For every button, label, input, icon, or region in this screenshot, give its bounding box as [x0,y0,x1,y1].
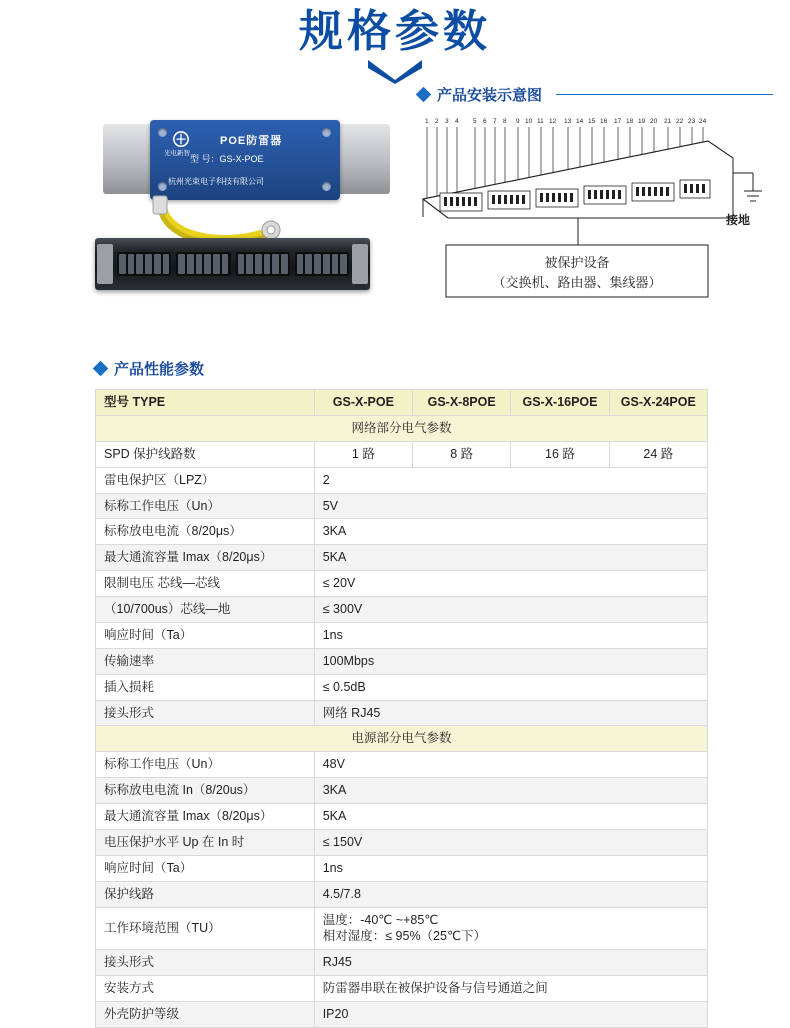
install-diagram-section [418,84,773,353]
table-row [96,493,708,519]
table-row [96,976,708,1002]
params-section-heading [95,358,708,379]
row-label: 保护线路 [96,881,315,907]
row-value: 2 [314,467,707,493]
title-arrow-icon [0,58,790,84]
svg-text:2: 2 [435,118,439,125]
table-row-spd-lines [96,441,708,467]
header-model-3: GS-X-24POE [609,390,707,416]
row-label: 雷电保护区（LPZ） [96,467,315,493]
table-row [96,881,708,907]
table-row [96,855,708,881]
row-value: ≤ 150V [314,829,707,855]
svg-text:24: 24 [699,118,707,125]
product-photo [95,100,405,315]
table-row [96,545,708,571]
table-row [96,467,708,493]
row-label: 标称放电电流 In（8/20us） [96,778,315,804]
row-value: ≤ 20V [314,571,707,597]
row-value: IP20 [314,1002,707,1028]
row-value: 100Mbps [314,648,707,674]
row-value: 网络 RJ45 [314,700,707,726]
ground-label: 接地 [726,213,751,227]
table-row [96,571,708,597]
row-value: 5KA [314,804,707,830]
install-diagram [418,113,773,353]
spd-lines-value-3: 24 路 [609,441,707,467]
header-type-label: 型号 TYPE [96,390,315,416]
svg-text:13: 13 [564,118,572,125]
svg-text:7: 7 [493,118,497,125]
svg-text:8: 8 [503,118,507,125]
power-group-title: 电源部分电气参数 [96,726,708,752]
model-value-text: GS-X-POE [219,154,264,164]
params-section-title: 产品性能参数 [114,361,205,378]
row-value: RJ45 [314,950,707,976]
params-section [95,358,708,1028]
table-row [96,700,708,726]
diamond-bullet-icon [416,87,432,103]
row-label: 响应时间（Ta） [96,855,315,881]
svg-text:1: 1 [425,118,429,125]
poe-surge-protector-device [150,120,340,200]
table-row [96,519,708,545]
heading-rule [556,94,773,95]
install-section-title: 产品安装示意图 [437,87,543,104]
patch-panel-photo [95,238,370,290]
header-model-0: GS-X-POE [314,390,412,416]
row-label: 安装方式 [96,976,315,1002]
svg-text:9: 9 [516,118,520,125]
row-label: （10/700us）芯线—地 [96,597,315,623]
table-row [96,950,708,976]
row-label: 接头形式 [96,950,315,976]
header-model-1: GS-X-8POE [413,390,511,416]
row-label: 插入损耗 [96,674,315,700]
row-value: 1ns [314,622,707,648]
row-label: 接头形式 [96,700,315,726]
diagram-port-numbers [425,118,707,125]
svg-text:4: 4 [455,118,459,125]
row-label: 传输速率 [96,648,315,674]
row-value: ≤ 300V [314,597,707,623]
diamond-bullet-icon-2 [93,361,109,377]
device-brand-text: 光电新智 [164,150,190,157]
svg-text:17: 17 [614,118,622,125]
svg-text:15: 15 [588,118,596,125]
row-value: 1ns [314,855,707,881]
parameters-table [95,389,708,1028]
table-header-row [96,390,708,416]
table-row [96,622,708,648]
table-row [96,648,708,674]
row-value: 5KA [314,545,707,571]
svg-text:5: 5 [473,118,477,125]
spd-lines-label: SPD 保护线路数 [96,441,315,467]
network-group-title: 网络部分电气参数 [96,415,708,441]
svg-text:16: 16 [600,118,608,125]
svg-text:10: 10 [525,118,533,125]
row-value: 3KA [314,778,707,804]
page-title: 规格参数 [299,7,491,56]
row-label: 标称放电电流（8/20μs） [96,519,315,545]
row-label: 最大通流容量 Imax（8/20μs） [96,804,315,830]
svg-text:23: 23 [688,118,696,125]
row-value: 3KA [314,519,707,545]
row-value: 48V [314,752,707,778]
svg-text:22: 22 [676,118,684,125]
environment-humidity: 相对湿度：≤ 95%（25℃下） [322,929,486,944]
device-model-label [190,152,264,165]
table-row [96,1002,708,1028]
table-row [96,778,708,804]
svg-text:6: 6 [483,118,487,125]
table-row [96,674,708,700]
device-company-text: 杭州光束电子科技有限公司 [168,177,264,186]
row-label: 标称工作电压（Un） [96,752,315,778]
protected-device-line2: （交换机、路由器、集线器） [492,274,662,290]
power-group-title-row [96,726,708,752]
spd-lines-value-2: 16 路 [511,441,609,467]
network-group-title-row [96,415,708,441]
header-model-2: GS-X-16POE [511,390,609,416]
row-label: 外壳防护等级 [96,1002,315,1028]
row-value: ≤ 0.5dB [314,674,707,700]
row-label: 最大通流容量 Imax（8/20μs） [96,545,315,571]
protected-device-line1: 被保护设备 [544,255,610,270]
model-label-text: 型 号： [190,154,220,164]
svg-text:14: 14 [576,118,584,125]
install-section-heading [418,84,773,105]
svg-text:21: 21 [664,118,672,125]
table-row [96,804,708,830]
svg-text:19: 19 [638,118,646,125]
environment-temperature: 温度：-40℃ ~+85℃ [322,912,439,927]
svg-text:20: 20 [650,118,658,125]
table-row [96,597,708,623]
svg-text:11: 11 [537,118,544,125]
table-row-environment [96,907,708,950]
svg-text:12: 12 [549,118,557,125]
row-label: 工作环境范围（TU） [96,907,315,950]
table-row [96,752,708,778]
row-value: 防雷器串联在被保护设备与信号通道之间 [314,976,707,1002]
spd-lines-value-1: 8 路 [413,441,511,467]
device-title-text: POE防雷器 [220,135,283,147]
row-value: 4.5/7.8 [314,881,707,907]
row-label: 响应时间（Ta） [96,622,315,648]
row-label: 电压保护水平 Up 在 In 时 [96,829,315,855]
row-value: 5V [314,493,707,519]
row-label: 标称工作电压（Un） [96,493,315,519]
row-value-multiline [314,907,707,950]
spd-lines-value-0: 1 路 [314,441,412,467]
table-row [96,829,708,855]
svg-text:3: 3 [445,118,449,125]
svg-text:18: 18 [626,118,634,125]
row-label: 限制电压 芯线—芯线 [96,571,315,597]
